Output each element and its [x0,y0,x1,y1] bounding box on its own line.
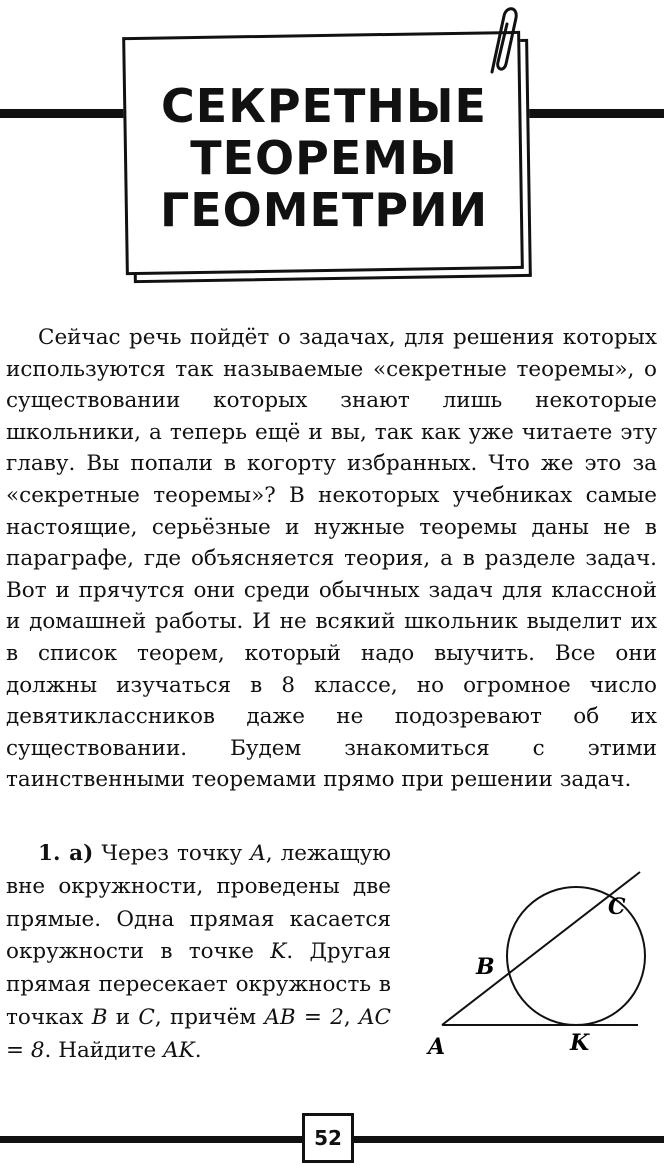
problem-text-6: , [343,1004,360,1030]
label-a: A [428,1034,446,1060]
title-line-2: ТЕОРЕМЫ [190,131,458,185]
point-k: K [270,939,287,965]
footer-rule-left [0,1136,304,1143]
problem-text-2: , лежащую вне окружности, проведены две прямые. Одна прямая касается окружности в точке [6,841,391,965]
header-rule-left [0,109,140,118]
problem-text-8: . [194,1037,202,1063]
equation-ab: AB = 2 [264,1004,344,1030]
intro-paragraph: Сейчас речь пойдёт о задачах, для решения которых используются так называемые «секретные теоремы», о существовании которых знают лишь некоторые школьники, а теперь ещё и вы, так как уже читаете эту главу. Вы попали в когорту избранных. Что же это за «секретные теоремы»? В некоторых учебниках самые настоящие, серьёзные и нужные теоремы даны не в параграфе, где объясняется теория, а в разделе задач. Вот и прячутся они среди обычных задач для классной и домашней работы. И не всякий школьник выделит их в список теорем, который надо выучить. Все они должны изучаться в 8 классе, но огромное число девятиклассников даже не подозревают об их существовании. Будем знакомиться с этими таинственными теоремами прямо при решении задач. [6,325,657,793]
paperclip-icon [470,2,530,82]
problem-text-7: . Найдите [44,1037,164,1063]
chapter-title [124,80,524,236]
label-c: C [608,894,626,920]
problem-number: 1. а) [38,841,94,866]
point-a: A [250,841,266,866]
problem-text-4: и [107,1004,139,1030]
point-b: B [91,1004,108,1030]
problem-text-5: , причём [154,1004,265,1030]
footer-rule-right [352,1136,664,1143]
label-b: B [476,954,495,980]
target-ak: AK [163,1037,195,1063]
problem-text-3: . Другая прямая пересекает окружность в точках [6,939,391,1030]
title-line-3: ГЕОМЕТРИИ [159,183,489,237]
problem-text-1: Через точку [101,841,251,866]
point-c: C [138,1004,155,1030]
equation-ac: AC = 8 [6,1004,391,1063]
page-number: 52 [302,1113,354,1163]
problem-1 [6,838,391,1068]
tangent-secant-figure [420,850,656,1066]
title-line-1: СЕКРЕТНЫЕ [161,79,487,133]
label-k: K [570,1030,590,1056]
header-rule-right [520,109,664,118]
